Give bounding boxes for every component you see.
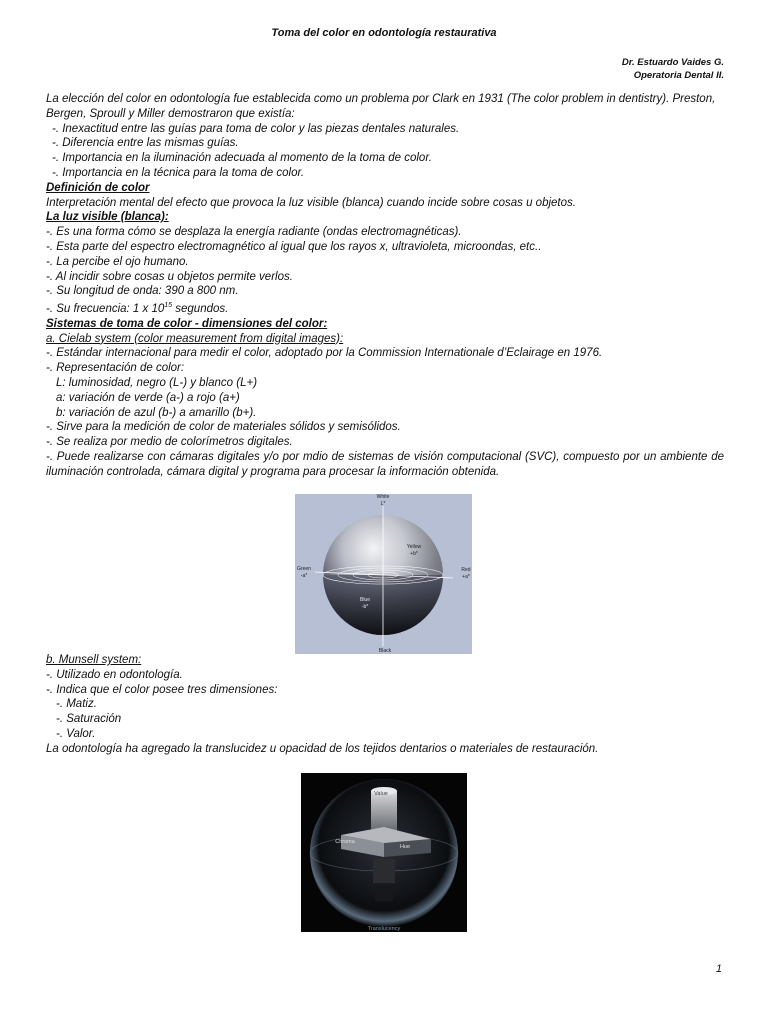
munsell-heading: b. Munsell system:: [46, 654, 142, 666]
label-chroma: Chroma: [335, 839, 355, 845]
munsell-sphere-diagram: [301, 773, 467, 932]
sistemas-heading: Sistemas de toma de color - dimensiones del color:: [46, 317, 328, 330]
label-blue: Blue: [359, 597, 371, 603]
cielab-subheading: a. Cielab system (color measurement from digital images):: [46, 332, 344, 345]
luz-item: -. Al incidir sobre cosas u objetos permite verlos.: [46, 270, 293, 283]
munsell-dimension: -. Valor.: [56, 727, 96, 740]
label-translucency: Translucency: [367, 926, 401, 932]
munsell-item: -. Indica que el color posee tres dimensiones:: [46, 683, 278, 696]
intro-paragraph: La elección del color en odontología fue establecida como un problema por Clark en 1931 (The color problem in dentistry). Preston, Bergen, Sproull y Miller demostraron que existía:: [46, 93, 716, 120]
author-course: Operatoria Dental II.: [633, 70, 724, 81]
label-red: Red: [461, 567, 471, 573]
author-block: [622, 56, 724, 82]
label-b-plus: +b*: [410, 551, 418, 557]
definicion-text: Interpretación mental del efecto que provoca la luz visible (blanca) cuando incide sobre cosas u objetos.: [46, 196, 576, 209]
luz-frequency: [46, 299, 724, 317]
munsell-body: [46, 653, 724, 757]
intro-item: -. Inexactitud entre las guías para toma de color y las piezas dentales naturales.: [52, 122, 460, 135]
intro-item: -. Importancia en la técnica para la toma de color.: [52, 166, 305, 179]
label-a-minus: -a*: [300, 573, 308, 579]
intro-item: -. Diferencia entre las mismas guías.: [52, 137, 239, 150]
label-value: Value: [374, 791, 388, 797]
document-title: Toma del color en odontología restaurativa: [271, 27, 497, 39]
cielab-item: -. Representación de color:: [46, 362, 185, 375]
cielab-sphere-figure: [295, 494, 472, 654]
label-yellow: Yellow: [406, 544, 422, 550]
luz-item: -. Su longitud de onda: 390 a 800 nm.: [46, 285, 239, 298]
munsell-dimension: -. Matiz.: [56, 698, 97, 711]
author-name: Dr. Estuardo Vaides G.: [621, 57, 724, 68]
label-a-plus: +a*: [462, 574, 470, 580]
cielab-sphere-diagram: [295, 494, 472, 654]
page-number: 1: [715, 963, 722, 975]
label-black: Black: [378, 648, 392, 654]
cielab-item: -. Sirve para la medición de color de materiales sólidos y semisólidos.: [46, 421, 401, 434]
label-hue: Hue: [399, 844, 411, 850]
freq-suffix: segundos.: [172, 302, 229, 315]
luz-item: -. Esta parte del espectro electromagnético al igual que los rayos x, ultravioleta, microondas, etc..: [46, 240, 542, 253]
cielab-item: -. Estándar internacional para medir el color, adoptado por la Commission Internationale d’Eclairage en 1976.: [46, 347, 603, 360]
label-white: White: [376, 494, 390, 500]
cielab-item: -. Se realiza por medio de colorímetros digitales.: [46, 436, 293, 449]
cielab-rep-item: L: luminosidad, negro (L-) y blanco (L+): [56, 376, 258, 389]
label-l: L*: [380, 501, 386, 507]
label-green: Green: [297, 566, 311, 572]
freq-exponent: 15: [164, 302, 173, 310]
munsell-dimension: -. Saturación: [56, 713, 122, 726]
munsell-closing: La odontología ha agregado la translucidez u opacidad de los tejidos dentarios o materiales de restauración.: [46, 742, 599, 755]
document-body: [46, 92, 724, 480]
cielab-rep-item: b: variación de azul (b-) a amarillo (b+).: [56, 406, 257, 419]
cielab-item: -. Puede realizarse con cámaras digitales y/o por mdio de sistemas de visión computacional (SVC), compuesto por un ambiente de iluminación controlada, cámara digital y programa para procesar la información obtenida.: [46, 450, 724, 478]
cielab-rep-item: a: variación de verde (a-) a rojo (a+): [56, 391, 240, 404]
munsell-sphere-figure: [301, 773, 467, 932]
luz-item: -. La percibe el ojo humano.: [46, 255, 189, 268]
luz-heading: La luz visible (blanca):: [46, 211, 169, 224]
intro-item: -. Importancia en la iluminación adecuada al momento de la toma de color.: [52, 152, 432, 165]
freq-prefix: -. Su frecuencia: 1 x 10: [46, 302, 165, 315]
definicion-heading: Definición de color: [46, 181, 150, 194]
luz-item: -. Es una forma cómo se desplaza la energía radiante (ondas electromagnéticas).: [46, 226, 462, 239]
label-b-minus: -b*: [361, 604, 369, 610]
munsell-item: -. Utilizado en odontología.: [46, 668, 183, 681]
